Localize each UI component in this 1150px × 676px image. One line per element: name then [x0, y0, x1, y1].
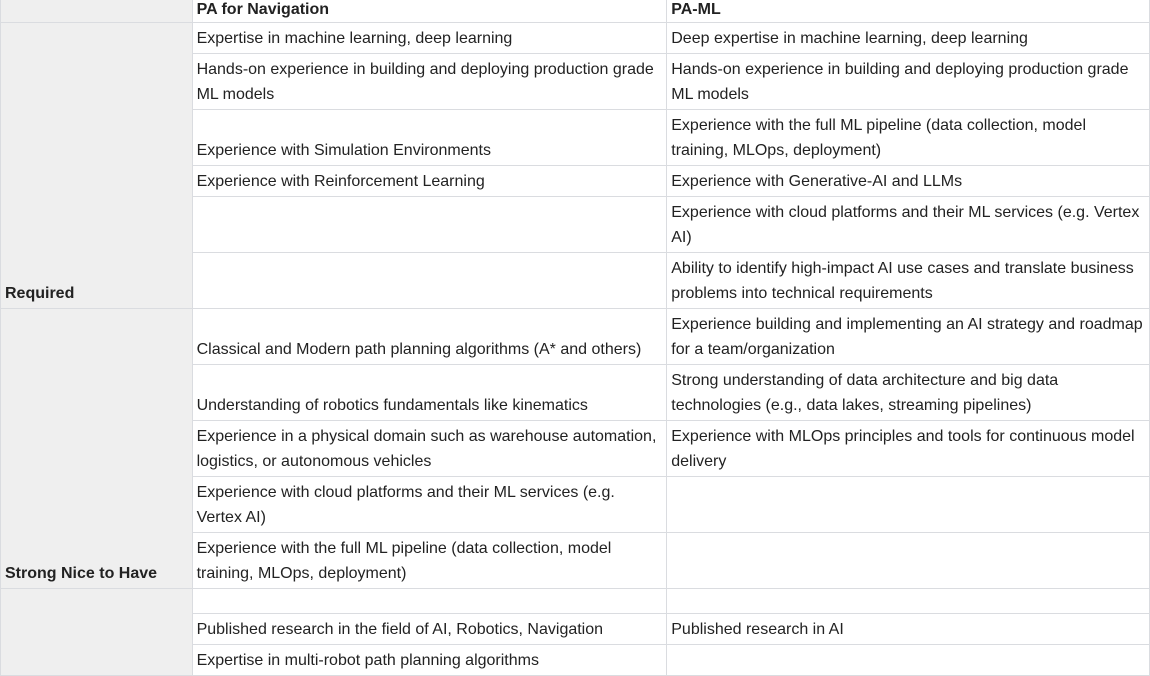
cell-nav[interactable]: Expertise in machine learning, deep learning	[192, 23, 667, 54]
cell-nav[interactable]: Expertise in multi-robot path planning algorithms	[192, 645, 667, 676]
cell-nav[interactable]: Classical and Modern path planning algorithms (A* and others)	[192, 309, 667, 365]
cell-ml[interactable]: Hands-on experience in building and deploying production grade ML models	[667, 54, 1150, 110]
table-row	[1, 589, 1150, 614]
cell-ml[interactable]	[667, 533, 1150, 589]
cell-ml[interactable]: Experience with cloud platforms and their ML services (e.g. Vertex AI)	[667, 197, 1150, 253]
table-row	[1, 309, 1150, 365]
cell-ml[interactable]: Strong understanding of data architecture and big data technologies (e.g., data lakes, streaming pipelines)	[667, 365, 1150, 421]
cell-nav[interactable]: Experience with Reinforcement Learning	[192, 166, 667, 197]
cell-ml[interactable]	[667, 589, 1150, 614]
cell-ml[interactable]: Published research in AI	[667, 614, 1150, 645]
cell-nav[interactable]	[192, 197, 667, 253]
cell-nav[interactable]: Experience with the full ML pipeline (data collection, model training, MLOps, deployment)	[192, 533, 667, 589]
cell-nav[interactable]: Hands-on experience in building and deploying production grade ML models	[192, 54, 667, 110]
cell-nav[interactable]	[192, 253, 667, 309]
header-cell-pa-navigation[interactable]: PA for Navigation	[192, 0, 667, 23]
cell-ml[interactable]: Ability to identify high-impact AI use cases and translate business problems into technical requirements	[667, 253, 1150, 309]
cell-nav[interactable]: Experience with Simulation Environments	[192, 110, 667, 166]
cell-ml[interactable]: Experience building and implementing an AI strategy and roadmap for a team/organization	[667, 309, 1150, 365]
cell-ml[interactable]: Experience with MLOps principles and tools for continuous model delivery	[667, 421, 1150, 477]
cell-ml[interactable]	[667, 477, 1150, 533]
cell-ml[interactable]: Experience with the full ML pipeline (data collection, model training, MLOps, deployment)	[667, 110, 1150, 166]
cell-nav[interactable]	[192, 589, 667, 614]
cell-nav[interactable]: Experience in a physical domain such as warehouse automation, logistics, or autonomous vehicles	[192, 421, 667, 477]
category-required[interactable]: Required	[1, 23, 193, 309]
header-row	[1, 0, 1150, 23]
cell-nav[interactable]: Published research in the field of AI, Robotics, Navigation	[192, 614, 667, 645]
category-cell[interactable]	[1, 589, 193, 676]
cell-ml[interactable]: Deep expertise in machine learning, deep learning	[667, 23, 1150, 54]
cell-nav[interactable]: Experience with cloud platforms and their ML services (e.g. Vertex AI)	[192, 477, 667, 533]
cell-ml[interactable]	[667, 645, 1150, 676]
cell-nav[interactable]: Understanding of robotics fundamentals like kinematics	[192, 365, 667, 421]
category-strong-nice-to-have[interactable]: Strong Nice to Have	[1, 309, 193, 589]
cell-ml[interactable]: Experience with Generative-AI and LLMs	[667, 166, 1150, 197]
header-cell-pa-ml[interactable]: PA-ML	[667, 0, 1150, 23]
table-row	[1, 23, 1150, 54]
header-cell-a[interactable]	[1, 0, 193, 23]
